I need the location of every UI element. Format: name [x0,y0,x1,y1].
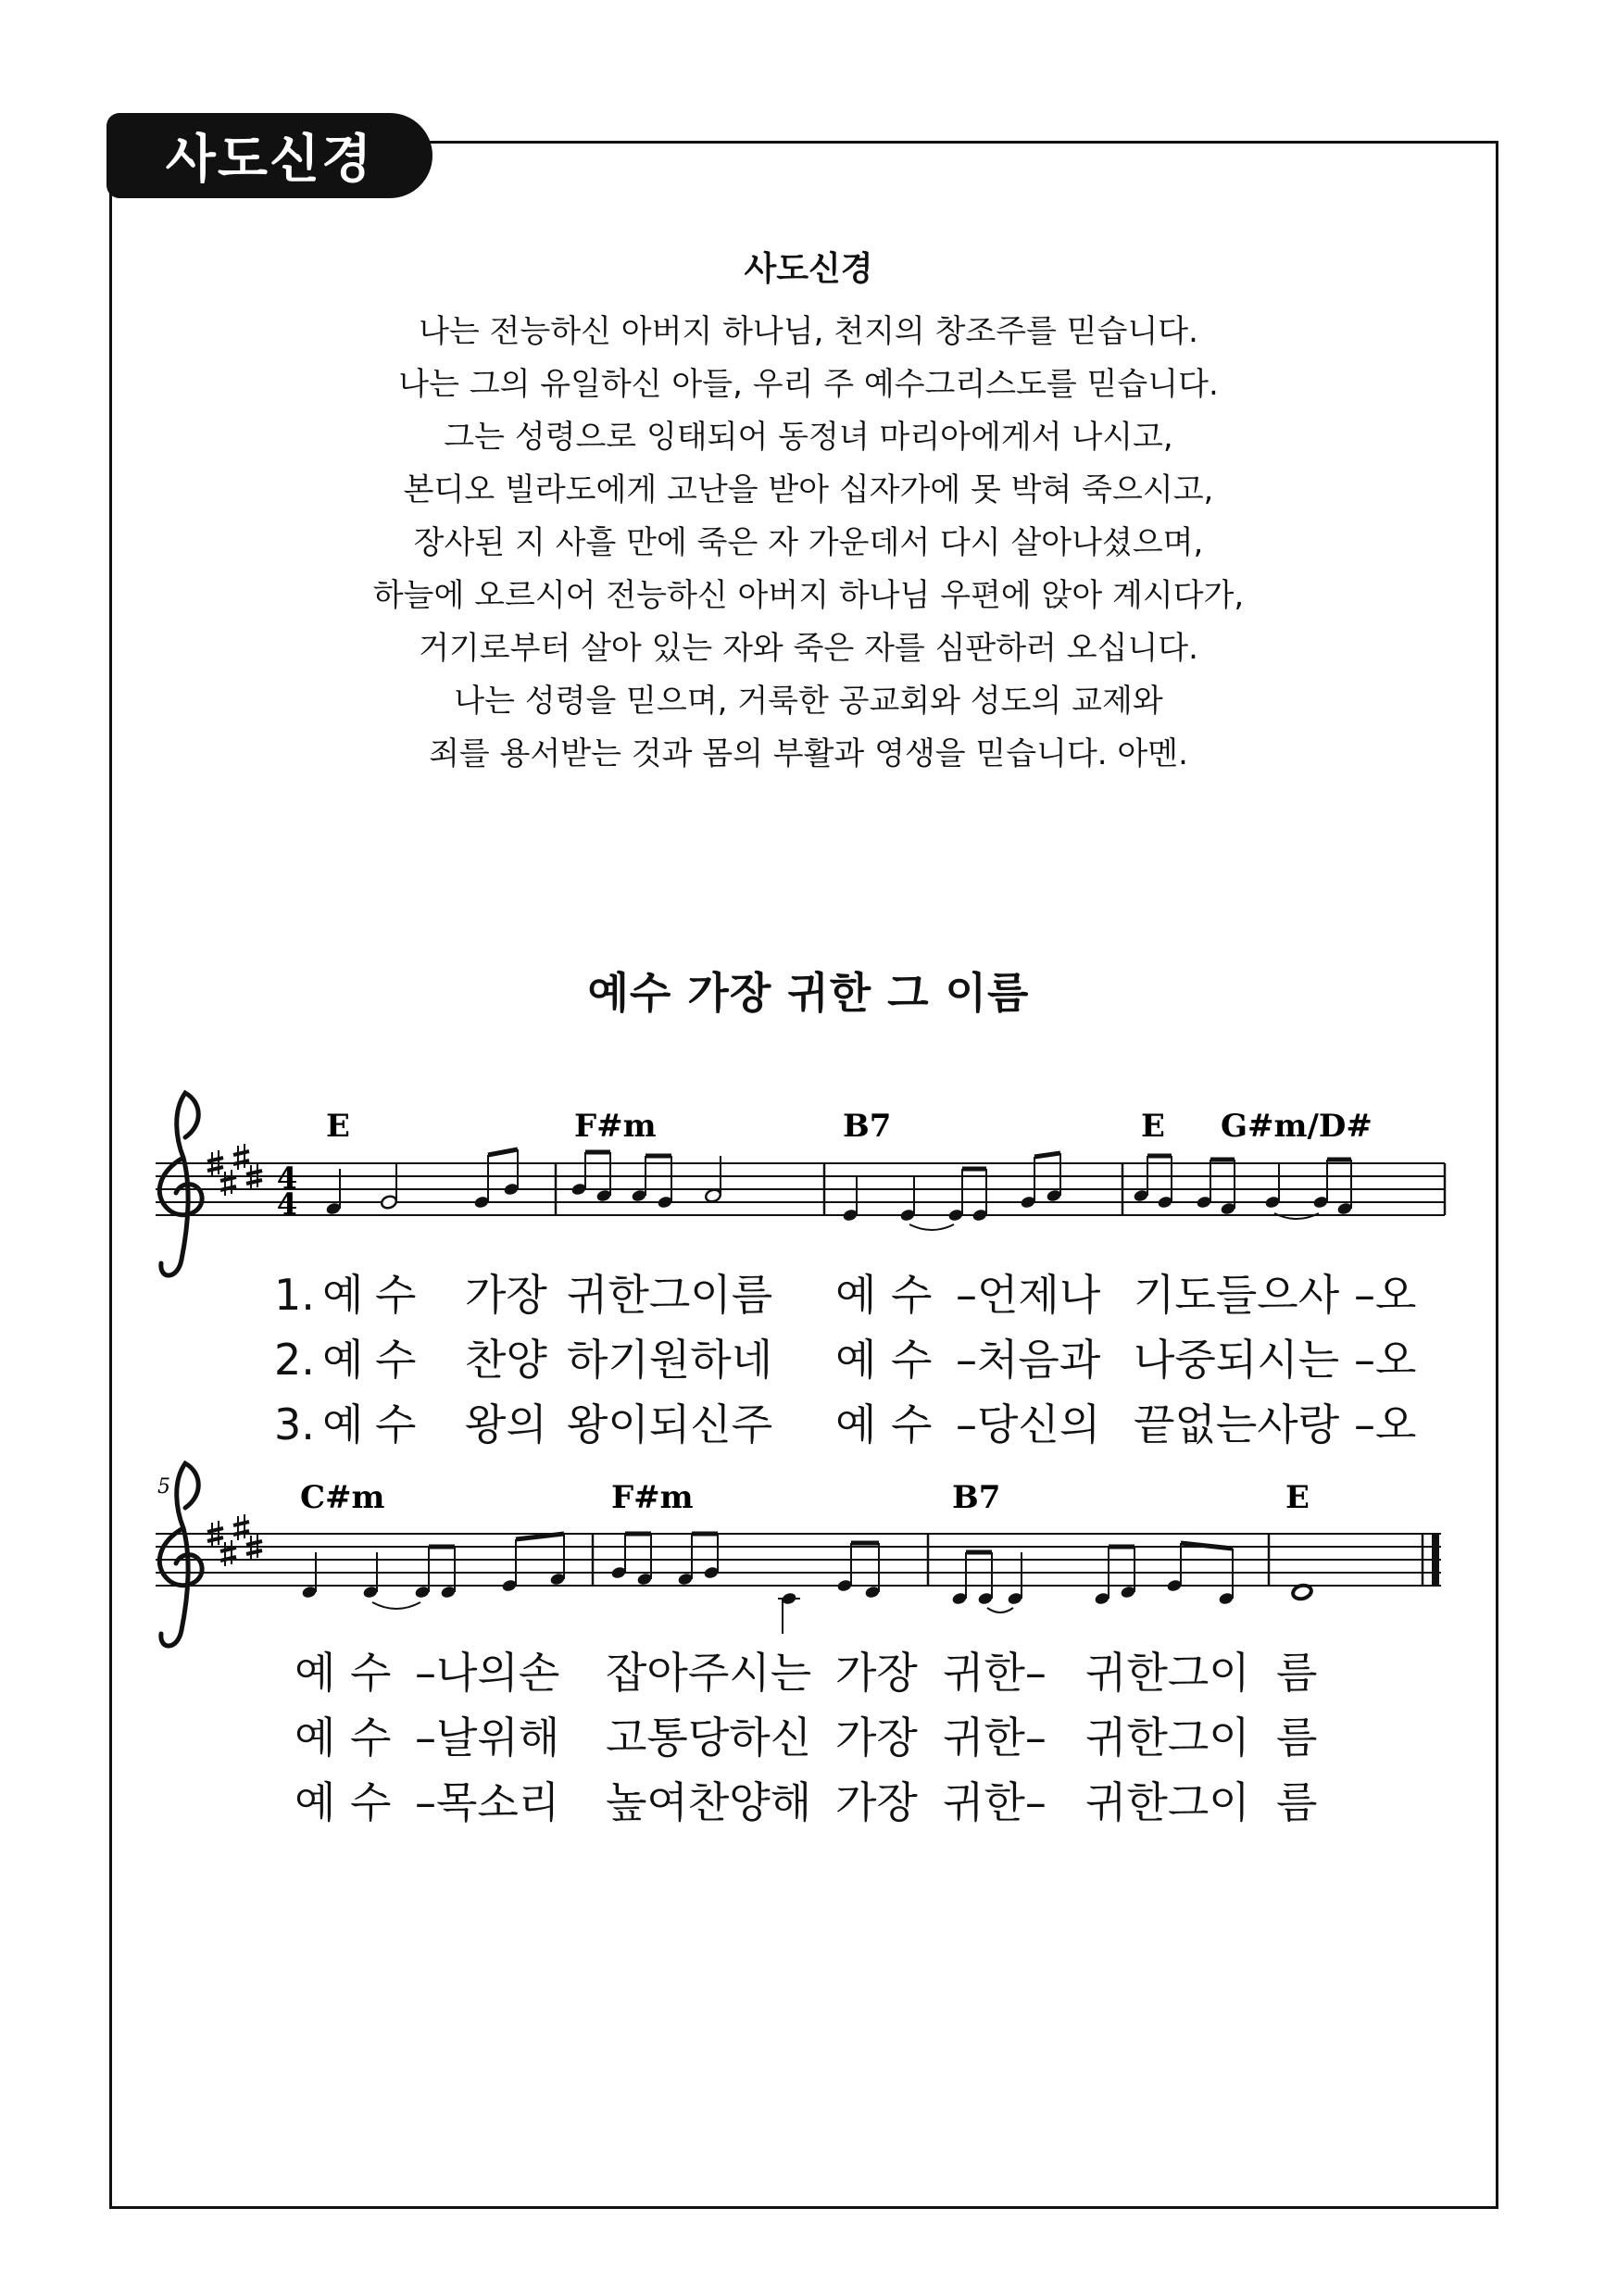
notes [301,1534,1312,1634]
creed-line: 나는 전능하신 아버지 하나님, 천지의 창조주를 믿습니다. [419,313,1198,350]
lyric-syllable: 잡아주시는 [606,1648,812,1698]
lyric-syllable: 수 [350,1713,392,1763]
lyric-line [295,1713,1317,1763]
svg-text:4: 4 [276,1161,298,1196]
lyric-syllable: 예 [835,1335,877,1385]
lyric-syllable: 고통당하신 [606,1713,812,1763]
lyric-syllable: 수 [350,1648,392,1698]
lyric-syllable: 왕의 [465,1399,547,1449]
lyric-syllable: 수 [375,1399,417,1449]
lyric-syllable: 예 [295,1777,336,1827]
lyric-syllable: 귀한그이 [1085,1713,1250,1763]
chord-symbol: C#m [300,1479,385,1516]
lyric-line [295,1648,1317,1698]
lyric-syllable: –오 [1354,1399,1417,1449]
measure-number: 5 [157,1475,170,1499]
lyric-syllable: –나의손 [415,1648,560,1698]
creed-title: 사도신경 [744,250,873,288]
lyric-syllable: 귀한– [943,1648,1047,1698]
lyric-line [274,1399,1416,1449]
verse-number: 1. [274,1270,315,1320]
lyric-syllable: 귀한– [943,1713,1047,1763]
lyric-syllable: 예 [835,1270,877,1320]
staff-system-2 [156,1463,1441,1827]
lyric-syllable: 가장 [835,1648,918,1698]
lyric-syllable: 예 [295,1713,336,1763]
lyric-syllable: –처음과 [956,1335,1101,1385]
lyric-syllable: 하기원하네 [567,1335,773,1385]
lyric-syllable: 예 [322,1399,364,1449]
lyric-syllable: 왕이되신주 [567,1399,773,1449]
chord-symbol: E [1141,1108,1165,1145]
lyrics-system-1 [274,1270,1416,1449]
lyric-syllable: 가장 [465,1270,547,1320]
lyric-syllable: 예 [322,1270,364,1320]
lyric-syllable: 수 [375,1270,417,1320]
time-signature [277,1161,297,1222]
chord-symbol: G#m/D# [1221,1108,1373,1145]
lyric-syllable: –당신의 [956,1399,1101,1449]
lyric-syllable: 수 [891,1335,933,1385]
lyric-syllable: 수 [891,1399,933,1449]
lyric-syllable: 름 [1276,1777,1318,1827]
lyric-syllable: –오 [1354,1270,1417,1320]
chord-symbol: F#m [574,1108,657,1145]
staff-system-1 [156,1093,1445,1449]
creed-line: 하늘에 오르시어 전능하신 아버지 하나님 우편에 앉아 계시다가, [372,577,1245,614]
lyric-line [295,1777,1317,1827]
lyric-syllable: 끝없는사랑 [1134,1399,1340,1449]
lyric-syllable: –언제나 [956,1270,1101,1320]
chord-symbol: B7 [952,1479,1001,1516]
lyric-syllable: 귀한그이 [1085,1777,1250,1827]
lyric-syllable: 수 [350,1777,392,1827]
lyric-syllable: 기도들으사 [1134,1270,1340,1320]
treble-clef-icon [159,1093,202,1275]
lyric-syllable: 나중되시는 [1134,1335,1340,1385]
song-title: 예수 가장 귀한 그 이름 [587,968,1030,1018]
lyric-syllable: 수 [891,1270,933,1320]
creed-line: 나는 그의 유일하신 아들, 우리 주 예수그리스도를 믿습니다. [398,366,1219,403]
chord-symbol: B7 [843,1108,892,1145]
lyric-syllable: 예 [835,1399,877,1449]
lyric-syllable: 찬양 [465,1335,547,1385]
verse-number: 2. [274,1335,315,1385]
lyric-syllable: 가장 [835,1777,918,1827]
lyric-syllable: 름 [1276,1648,1318,1698]
lyric-syllable: 높여찬양해 [606,1777,812,1827]
chord-symbol: E [326,1108,350,1145]
note [380,1195,397,1211]
chord-symbol: E [1285,1479,1310,1516]
lyric-syllable: –오 [1354,1335,1417,1385]
lyric-syllable: 귀한그이 [1085,1648,1250,1698]
creed-line: 나는 성령을 믿으며, 거룩한 공교회와 성도의 교제와 [454,683,1163,720]
lyric-syllable: –목소리 [415,1777,560,1827]
creed-line: 죄를 용서받는 것과 몸의 부활과 영생을 믿습니다. 아멘. [429,735,1188,772]
lyric-syllable: 귀한그이름 [567,1270,773,1320]
chord-symbol: F#m [611,1479,694,1516]
lyrics-system-2 [295,1648,1317,1827]
key-signature [207,1144,262,1196]
lyric-syllable: 수 [375,1335,417,1385]
lyric-syllable: –날위해 [415,1713,560,1763]
lyric-syllable: 가장 [835,1713,918,1763]
note [704,1188,721,1204]
lyric-syllable: 귀한– [943,1777,1047,1827]
lyric-line [274,1335,1416,1385]
creed-line: 그는 성령으로 잉태되어 동정녀 마리아에게서 나시고, [444,419,1173,456]
lyric-syllable: 름 [1276,1713,1318,1763]
lyric-syllable: 예 [295,1648,336,1698]
svg-text:4: 4 [276,1186,298,1222]
key-signature [207,1514,262,1566]
section-tab-label: 사도신경 [165,130,374,190]
creed-line: 본디오 빌라도에게 고난을 받아 십자가에 못 박혀 죽으시고, [403,471,1214,508]
chord-symbols [300,1479,1310,1516]
lyric-syllable: 예 [322,1335,364,1385]
lyric-line [274,1270,1416,1320]
creed-line: 장사된 지 사흘 만에 죽은 자 가운데서 다시 살아나셨으며, [413,524,1204,561]
chord-symbols [326,1108,1373,1145]
verse-number: 3. [274,1399,315,1449]
creed-line: 거기로부터 살아 있는 자와 죽은 자를 심판하러 오십니다. [419,630,1198,667]
